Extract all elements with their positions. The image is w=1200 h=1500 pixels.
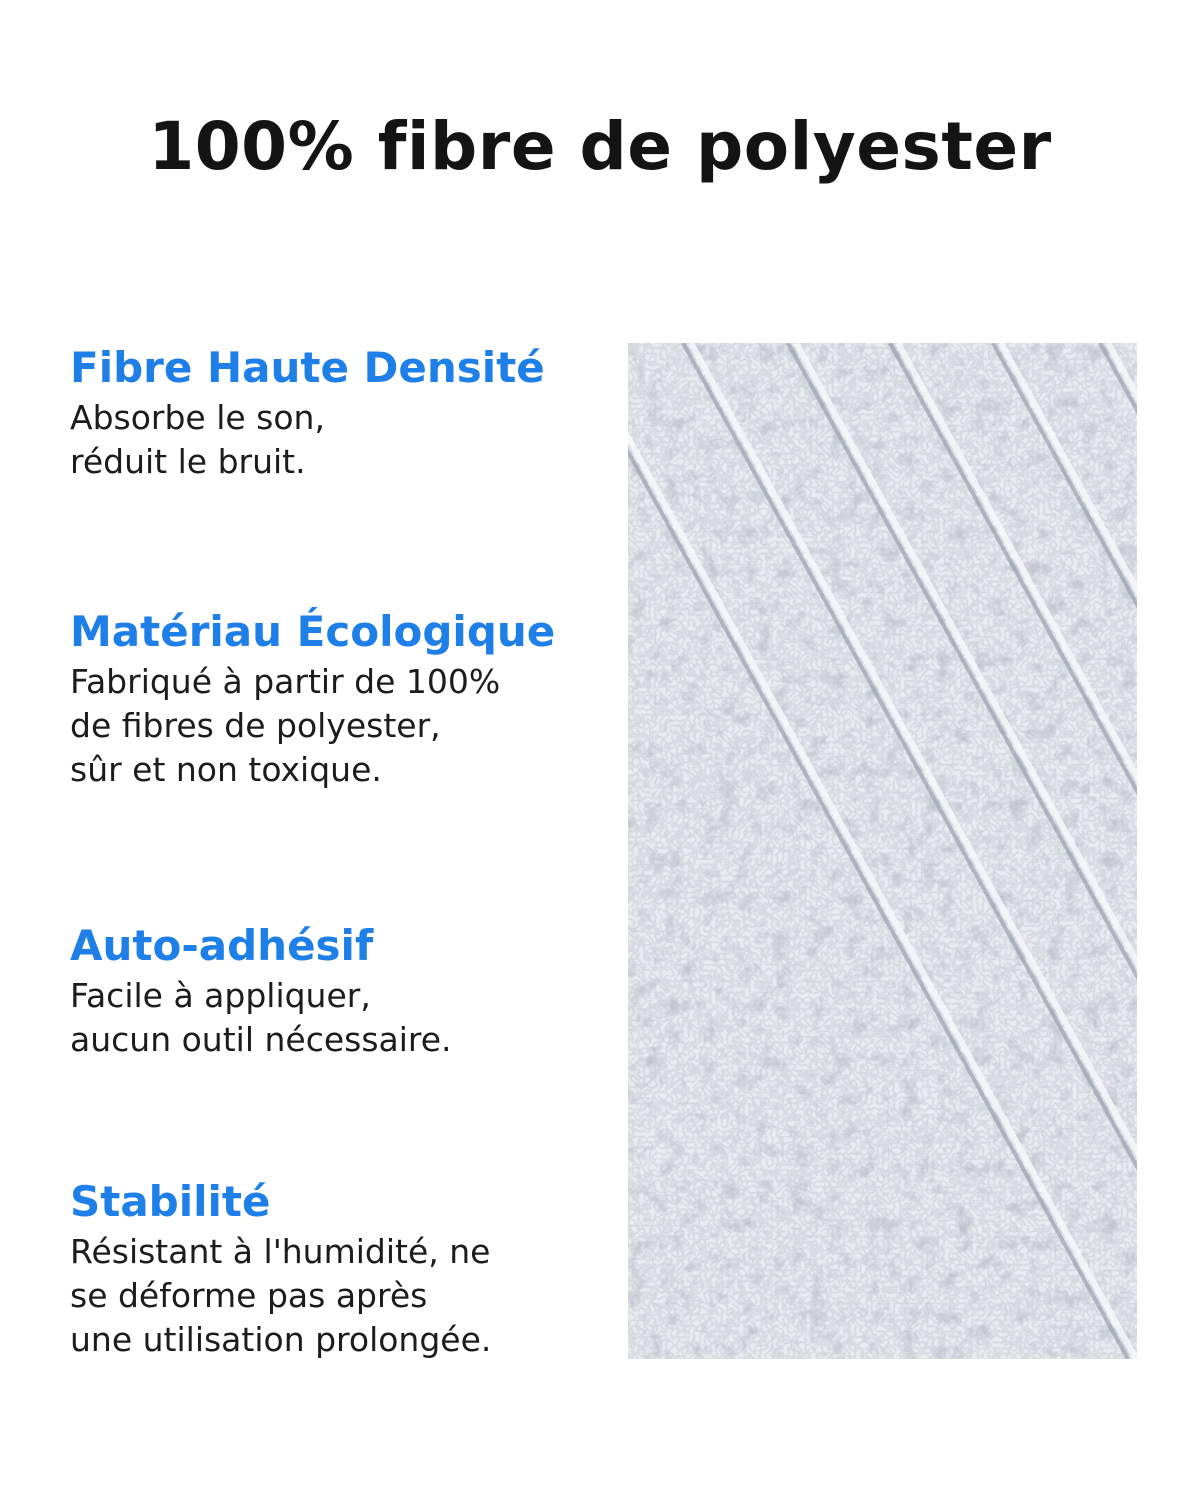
feature-description-line: Absorbe le son,: [70, 398, 325, 437]
feature-description-line: de fibres de polyester,: [70, 706, 441, 745]
felt-panel-image: [628, 343, 1137, 1359]
feature-description: [70, 974, 610, 1062]
feature-description-line: Fabriqué à partir de 100%: [70, 662, 501, 701]
page-title: 100% fibre de polyester: [148, 108, 1052, 185]
feature-heading: Stabilité: [70, 1177, 271, 1226]
feature-description-line: Résistant à l'humidité, ne: [70, 1232, 491, 1271]
feature-heading: Auto-adhésif: [70, 921, 374, 970]
feature-description-line: une utilisation prolongée.: [70, 1320, 492, 1359]
feature-description-line: se déforme pas après: [70, 1276, 428, 1315]
feature-description-line: sûr et non toxique.: [70, 750, 382, 789]
feature-description: [70, 1230, 610, 1362]
feature-high-density: [70, 342, 610, 484]
feature-description-line: réduit le bruit.: [70, 442, 306, 481]
feature-self-adhesive: [70, 920, 610, 1062]
feature-description: [70, 396, 610, 484]
felt-texture: [628, 343, 1137, 1359]
feature-description-line: aucun outil nécessaire.: [70, 1020, 452, 1059]
feature-heading: Matériau Écologique: [70, 607, 556, 656]
feature-heading: Fibre Haute Densité: [70, 343, 545, 392]
feature-description-line: Facile à appliquer,: [70, 976, 371, 1015]
feature-description: [70, 660, 610, 792]
feature-eco-material: [70, 606, 610, 792]
feature-stability: [70, 1176, 610, 1362]
